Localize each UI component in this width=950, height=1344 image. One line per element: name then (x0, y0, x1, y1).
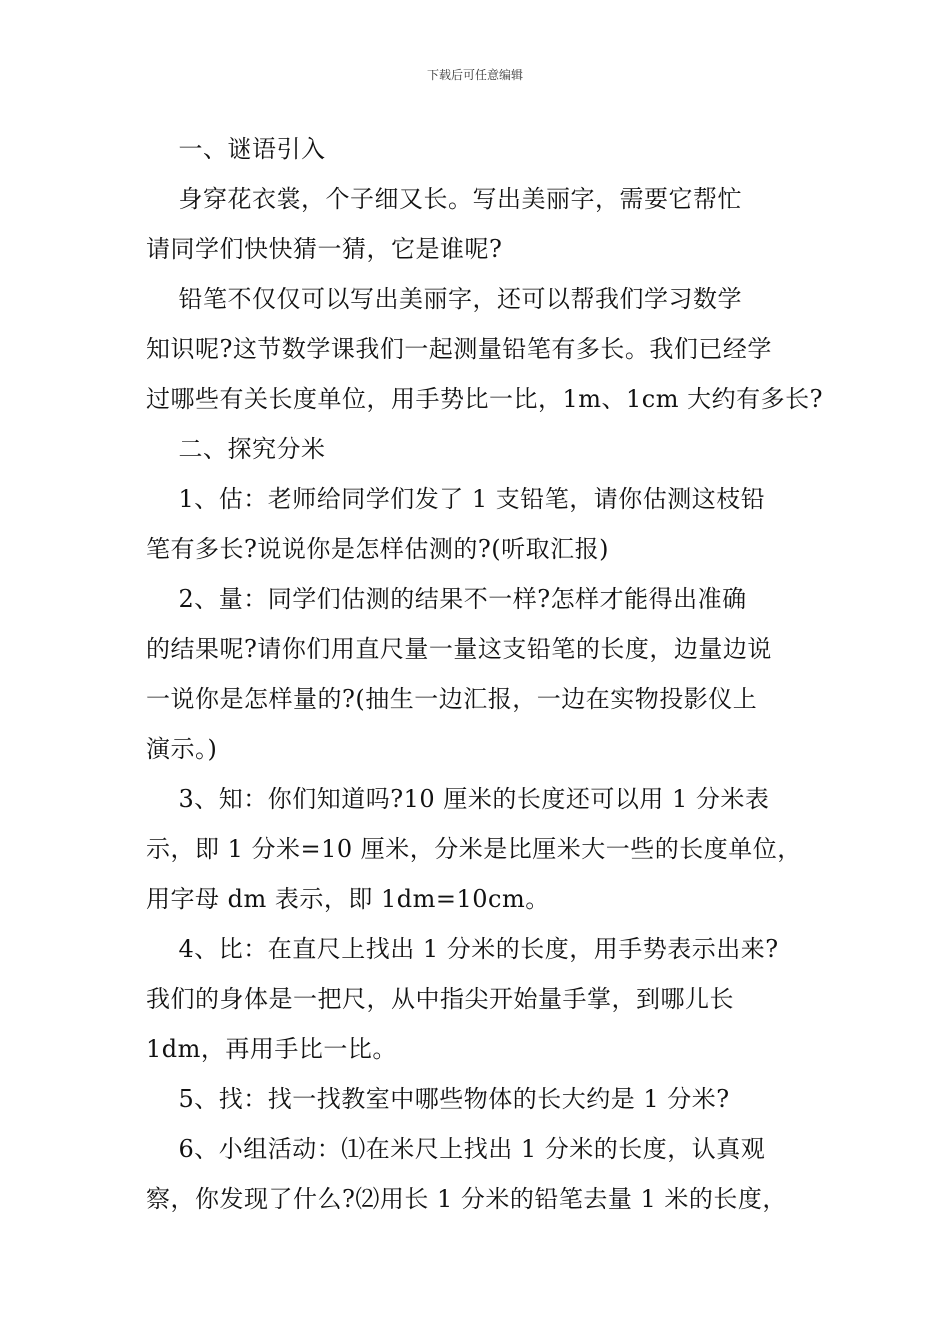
document-body (146, 124, 823, 1224)
text-line: 身穿花衣裳，个子细又长。写出美丽字，需要它帮忙 (146, 185, 743, 213)
text-line: 4、比：在直尺上找出 1 分米的长度，用手势表示出来? (146, 935, 779, 963)
text-line: 二、探究分米 (146, 435, 326, 463)
text-line: 过哪些有关长度单位，用手势比一比，1m、1cm 大约有多长? (146, 385, 823, 413)
text-line: 笔有多长?说说你是怎样估测的?(听取汇报) (146, 535, 609, 563)
text-line: 请同学们快快猜一猜，它是谁呢? (146, 235, 503, 263)
text-line: 我们的身体是一把尺，从中指尖开始量手掌，到哪儿长 (146, 985, 734, 1013)
text-line: 演示。) (146, 735, 218, 763)
page-header: 下载后可任意编辑 (426, 68, 523, 82)
text-line: 一、谜语引入 (146, 135, 326, 163)
text-line: 一说你是怎样量的?(抽生一边汇报，一边在实物投影仪上 (146, 685, 758, 713)
text-line: 的结果呢?请你们用直尺量一量这支铅笔的长度，边量边说 (146, 635, 772, 663)
text-line: 1、估：老师给同学们发了 1 支铅笔，请你估测这枝铅 (146, 485, 766, 513)
text-line: 2、量：同学们估测的结果不一样?怎样才能得出准确 (146, 585, 747, 613)
text-line: 用字母 dm 表示，即 1dm=10cm。 (146, 885, 550, 913)
text-line: 铅笔不仅仅可以写出美丽字，还可以帮我们学习数学 (146, 285, 743, 313)
text-line: 3、知：你们知道吗?10 厘米的长度还可以用 1 分米表 (146, 785, 770, 813)
text-line: 察，你发现了什么?⑵用长 1 分米的铅笔去量 1 米的长度， (146, 1185, 787, 1213)
text-line: 知识呢?这节数学课我们一起测量铅笔有多长。我们已经学 (146, 335, 772, 363)
text-line: 1dm，再用手比一比。 (146, 1035, 397, 1063)
text-line: 6、小组活动：⑴在米尺上找出 1 分米的长度，认真观 (146, 1135, 766, 1163)
text-line: 5、找：找一找教室中哪些物体的长大约是 1 分米? (146, 1085, 730, 1113)
text-line: 示，即 1 分米=10 厘米，分米是比厘米大一些的长度单位， (146, 835, 802, 863)
